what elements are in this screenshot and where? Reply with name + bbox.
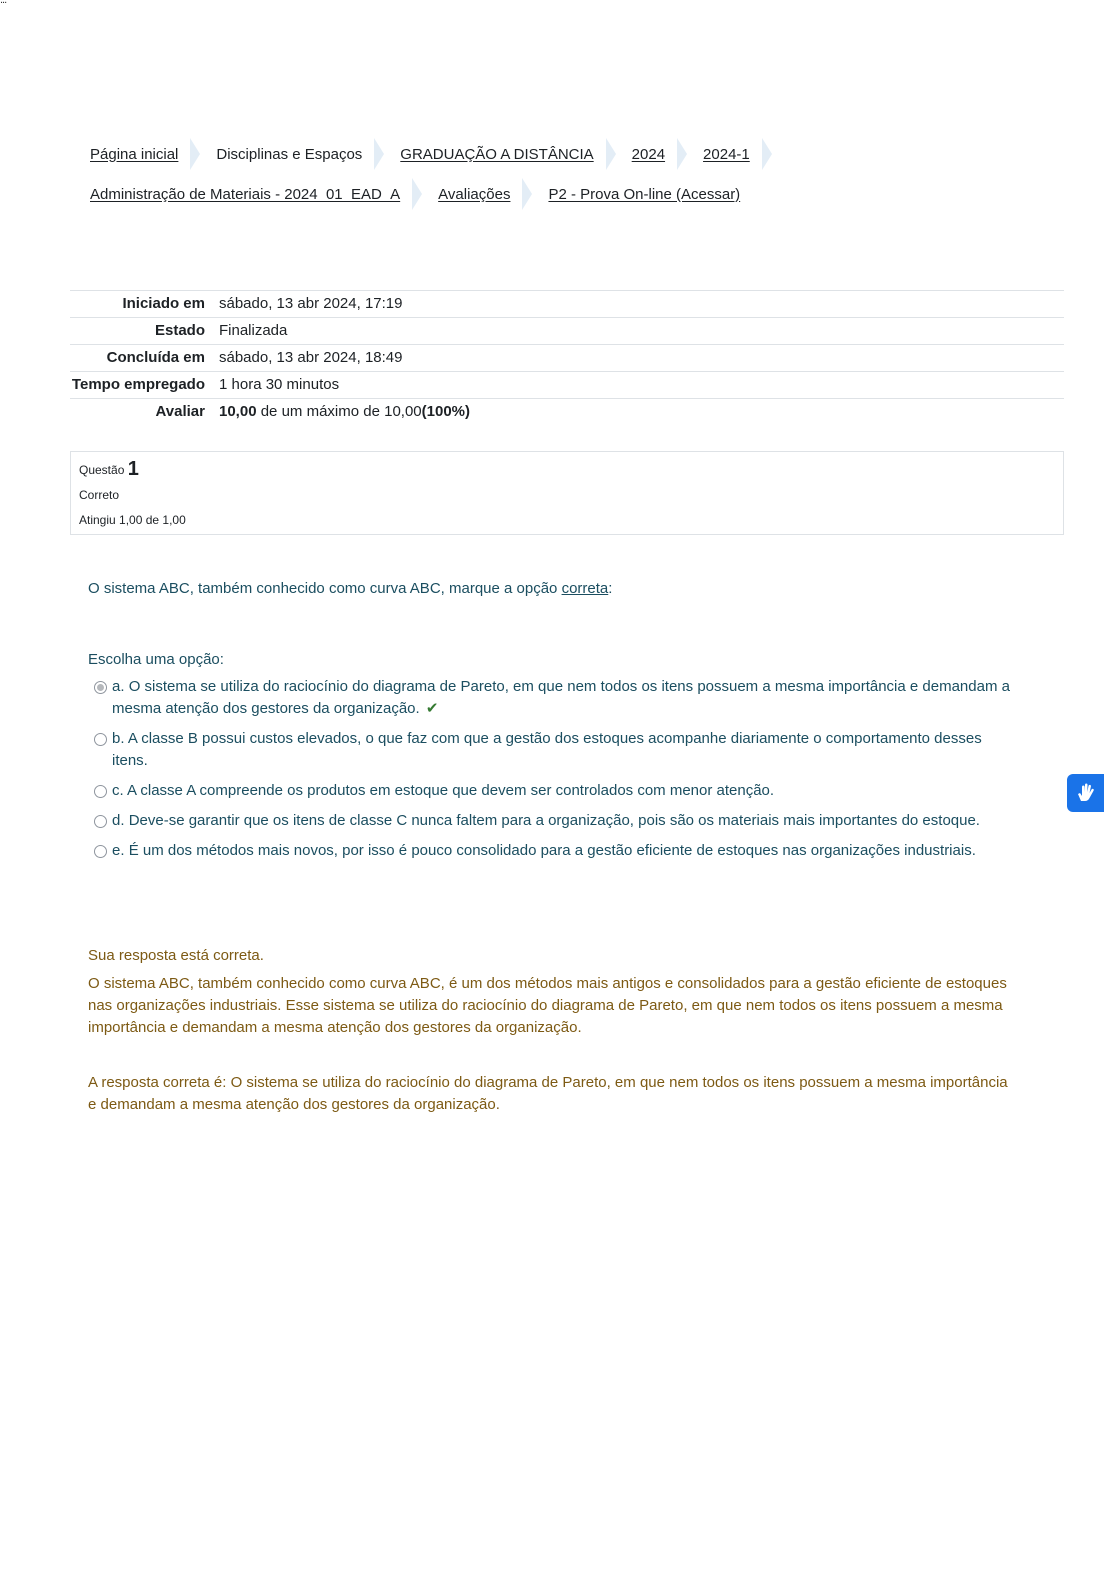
question-info-box: [70, 451, 1064, 535]
summary-row-started: [70, 291, 1064, 318]
breadcrumb-separator: [677, 138, 687, 170]
check-icon: ✔: [425, 700, 439, 717]
answer-radio-b[interactable]: [94, 733, 107, 746]
answer-option-e[interactable]: [88, 840, 1018, 862]
answer-option-d[interactable]: [88, 810, 1018, 832]
breadcrumb-item-home[interactable]: [90, 146, 178, 163]
answer-text-e: [112, 840, 1018, 862]
breadcrumb-item-2024[interactable]: [632, 146, 665, 163]
attempt-summary-table: [70, 290, 1064, 425]
grade-text: de um máximo de 10,00: [260, 403, 422, 420]
breadcrumb-separator: [762, 138, 772, 170]
grade-label: Avaliar: [155, 403, 205, 420]
answer-body-d: Deve-se garantir que os itens de classe C nunca faltem para a organização, pois são os materiais mais importantes do estoque.: [128, 812, 980, 829]
answer-letter-a: a.: [112, 678, 125, 695]
question-text-after: :: [608, 580, 613, 597]
breadcrumb-item-quiz[interactable]: [548, 186, 740, 203]
summary-row-grade: [70, 399, 1064, 426]
answer-radio-c[interactable]: [94, 785, 107, 798]
answer-radio-d[interactable]: [94, 815, 107, 828]
breadcrumb-item-2024-1[interactable]: [703, 146, 750, 163]
breadcrumb-link-course[interactable]: Administração de Materiais - 2024_01_EAD_A: [90, 185, 401, 203]
answer-option-c[interactable]: [88, 780, 1018, 802]
breadcrumb-separator: [412, 178, 422, 210]
question-text: [88, 580, 612, 597]
completed-value: sábado, 13 abr 2024, 18:49: [219, 349, 403, 366]
answer-option-a[interactable]: [88, 676, 1018, 720]
breadcrumb-row-2: [90, 178, 990, 210]
state-value: Finalizada: [219, 322, 288, 339]
answer-list: [88, 676, 1018, 870]
state-label: Estado: [154, 322, 205, 339]
feedback-right-answer: A resposta correta é: O sistema se utiliza do raciocínio do diagrama de Pareto, em que nem todos os itens possuem a mesma importância e demandam a mesma atenção dos gestores da organização.: [88, 1074, 1008, 1113]
breadcrumb-link-2024[interactable]: 2024: [631, 145, 666, 163]
answer-body-c: A classe A compreende os produtos em estoque que devem ser controlados com menor atenção.: [127, 782, 775, 799]
breadcrumb-separator: [190, 138, 200, 170]
time-value: 1 hora 30 minutos: [219, 376, 340, 393]
accessibility-button[interactable]: [1067, 774, 1104, 812]
question-state: Correto: [79, 488, 120, 502]
feedback-general: O sistema ABC, também conhecido como curva ABC, é um dos métodos mais antigos e consolidados para a gestão eficiente de estoques nas organizações industriais. Esse sistema se utiliza do raciocínio do diagrama de Pareto, em que nem todos os itens possuem a mesma importância e demandam a mesma atenção dos gestores da organização.: [88, 975, 1007, 1036]
answer-option-b[interactable]: [88, 728, 1018, 772]
answer-radio-a[interactable]: [94, 681, 107, 694]
answer-text-a: [112, 676, 1018, 720]
hand-sign-language-icon: [1074, 781, 1098, 805]
grade-percent: (100%): [421, 403, 470, 420]
time-label: Tempo empregado: [71, 376, 205, 393]
question-label: Questão: [79, 463, 125, 477]
answer-letter-d: d.: [112, 812, 125, 829]
summary-row-state: [70, 318, 1064, 345]
top-marker: ...: [0, 0, 7, 6]
completed-label: Concluída em: [106, 349, 205, 366]
breadcrumb-separator: [606, 138, 616, 170]
answer-radio-e[interactable]: [94, 845, 107, 858]
question-number-value: 1: [127, 458, 139, 480]
answer-body-e: É um dos métodos mais novos, por isso é pouco consolidado para a gestão eficiente de estoques nas organizações industriais.: [128, 842, 976, 859]
breadcrumb: [90, 138, 990, 218]
answer-text-b: [112, 728, 1018, 772]
feedback-status: Sua resposta está correta.: [88, 947, 264, 964]
question-text-emphasis: correta: [561, 580, 609, 597]
question-text-before: O sistema ABC, também conhecido como curva ABC, marque a opção: [88, 580, 562, 597]
started-value: sábado, 13 abr 2024, 17:19: [219, 295, 403, 312]
breadcrumb-item-course[interactable]: [90, 186, 400, 203]
summary-row-time: [70, 372, 1064, 399]
breadcrumb-item-graduacao[interactable]: [400, 146, 593, 163]
started-label: Iniciado em: [122, 295, 205, 312]
breadcrumb-item-avaliacoes[interactable]: [438, 186, 510, 203]
question-number: [79, 458, 139, 481]
breadcrumb-link-graduacao[interactable]: GRADUAÇÃO A DISTÂNCIA: [400, 145, 594, 163]
answer-letter-b: b.: [112, 730, 125, 747]
answer-body-b: A classe B possui custos elevados, o que faz com que a gestão dos estoques acompanhe diariamente o comportamento desses itens.: [112, 730, 982, 769]
breadcrumb-link-home[interactable]: Página inicial: [90, 145, 179, 163]
summary-row-completed: [70, 345, 1064, 372]
answer-text-d: [112, 810, 1018, 832]
grade-value: [215, 399, 1064, 426]
grade-score: 10,00: [219, 403, 257, 420]
question-grade: Atingiu 1,00 de 1,00: [79, 513, 186, 527]
answer-letter-c: c.: [112, 782, 124, 799]
breadcrumb-item-disciplinas: Disciplinas e Espaços: [216, 145, 363, 163]
answer-prompt: Escolha uma opção:: [88, 651, 224, 668]
breadcrumb-separator: [374, 138, 384, 170]
breadcrumb-link-quiz[interactable]: P2 - Prova On-line (Acessar): [548, 185, 741, 203]
answer-letter-e: e.: [112, 842, 125, 859]
answer-body-a: O sistema se utiliza do raciocínio do diagrama de Pareto, em que nem todos os itens possuem a mesma importância e demandam a mesma atenção dos gestores da organização.: [112, 678, 1010, 717]
breadcrumb-row-1: [90, 138, 990, 170]
answer-text-c: [112, 780, 1018, 802]
breadcrumb-link-2024-1[interactable]: 2024-1: [703, 145, 750, 163]
breadcrumb-separator: [522, 178, 532, 210]
breadcrumb-link-avaliacoes[interactable]: Avaliações: [438, 185, 511, 203]
